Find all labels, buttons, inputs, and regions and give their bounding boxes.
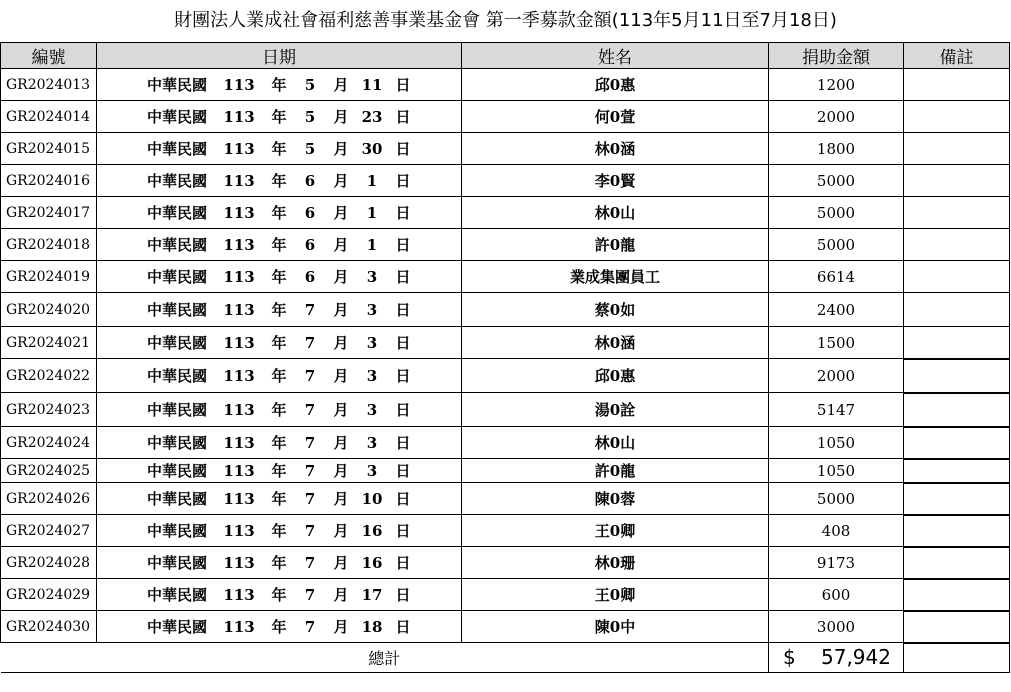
date-month: 7 — [304, 489, 316, 508]
date-month: 7 — [304, 400, 316, 419]
table-row — [1, 547, 1010, 579]
total-row — [1, 643, 1010, 673]
date-day-unit: 日 — [395, 522, 411, 540]
row-date — [97, 327, 462, 359]
date-month-unit: 月 — [333, 334, 349, 352]
row-amount: 2000 — [769, 359, 904, 393]
date-era: 中華民國 — [146, 490, 207, 508]
date-year-unit: 年 — [271, 204, 287, 222]
date-year-unit: 年 — [271, 434, 287, 452]
date-era: 中華民國 — [146, 586, 207, 604]
row-note — [904, 133, 1010, 165]
table-row — [1, 197, 1010, 229]
currency-symbol: $ — [783, 645, 796, 670]
date-month-unit: 月 — [333, 301, 349, 319]
row-name: 林0山 — [462, 427, 769, 459]
date-day-unit: 日 — [395, 434, 411, 452]
table-row — [1, 293, 1010, 327]
row-note — [904, 611, 1010, 643]
date-year-unit: 年 — [271, 268, 287, 286]
date-year: 113 — [223, 461, 255, 480]
table-row — [1, 427, 1010, 459]
total-label: 總計 — [1, 643, 769, 673]
date-day-unit: 日 — [395, 108, 411, 126]
row-name: 李0賢 — [462, 165, 769, 197]
row-date — [97, 133, 462, 165]
row-id: GR2024018 — [1, 229, 97, 261]
row-name: 林0涵 — [462, 133, 769, 165]
date-era: 中華民國 — [146, 554, 207, 572]
table-row — [1, 229, 1010, 261]
row-name: 何0萱 — [462, 101, 769, 133]
date-month: 6 — [304, 203, 316, 222]
date-year: 113 — [223, 521, 255, 540]
table-row — [1, 261, 1010, 293]
date-day-unit: 日 — [395, 554, 411, 572]
date-month: 6 — [304, 171, 316, 190]
date-month-unit: 月 — [333, 204, 349, 222]
date-day: 1 — [366, 171, 378, 190]
date-year: 113 — [223, 489, 255, 508]
table-row — [1, 611, 1010, 643]
date-year: 113 — [223, 75, 255, 94]
row-id: GR2024030 — [1, 611, 97, 643]
row-id: GR2024014 — [1, 101, 97, 133]
date-month-unit: 月 — [333, 108, 349, 126]
date-year-unit: 年 — [271, 554, 287, 572]
date-year-unit: 年 — [271, 172, 287, 190]
date-year-unit: 年 — [271, 618, 287, 636]
row-name: 許0龍 — [462, 459, 769, 483]
date-day: 11 — [361, 75, 383, 94]
row-amount: 2000 — [769, 101, 904, 133]
date-era: 中華民國 — [146, 334, 207, 352]
date-year-unit: 年 — [271, 236, 287, 254]
header-note: 備註 — [904, 43, 1010, 69]
row-note — [904, 165, 1010, 197]
date-month: 7 — [304, 553, 316, 572]
row-id: GR2024020 — [1, 293, 97, 327]
date-month: 5 — [304, 75, 316, 94]
row-note — [904, 359, 1010, 393]
date-month-unit: 月 — [333, 618, 349, 636]
row-note — [904, 197, 1010, 229]
date-era: 中華民國 — [146, 367, 207, 385]
row-name: 陳0蓉 — [462, 483, 769, 515]
row-date — [97, 229, 462, 261]
row-note — [904, 327, 1010, 359]
row-amount: 1800 — [769, 133, 904, 165]
row-name: 林0涵 — [462, 327, 769, 359]
date-day: 1 — [366, 203, 378, 222]
date-year: 113 — [223, 333, 255, 352]
row-date — [97, 101, 462, 133]
row-name: 陳0中 — [462, 611, 769, 643]
date-era: 中華民國 — [146, 204, 207, 222]
row-name: 業成集團員工 — [462, 261, 769, 293]
date-era: 中華民國 — [146, 434, 207, 452]
date-day: 1 — [366, 235, 378, 254]
date-year: 113 — [223, 617, 255, 636]
row-note — [904, 459, 1010, 483]
date-day: 3 — [366, 366, 378, 385]
date-month: 7 — [304, 461, 316, 480]
row-note — [904, 427, 1010, 459]
date-day-unit: 日 — [395, 401, 411, 419]
row-amount: 1500 — [769, 327, 904, 359]
row-id: GR2024028 — [1, 547, 97, 579]
date-day: 17 — [361, 585, 383, 604]
date-day-unit: 日 — [395, 462, 411, 480]
date-year: 113 — [223, 171, 255, 190]
date-year-unit: 年 — [271, 367, 287, 385]
date-era: 中華民國 — [146, 76, 207, 94]
row-amount: 1050 — [769, 427, 904, 459]
table-row — [1, 393, 1010, 427]
date-year-unit: 年 — [271, 108, 287, 126]
date-year: 113 — [223, 585, 255, 604]
date-day-unit: 日 — [395, 490, 411, 508]
row-name: 王0卿 — [462, 579, 769, 611]
date-year: 113 — [223, 300, 255, 319]
row-date — [97, 579, 462, 611]
row-name: 邱0惠 — [462, 69, 769, 101]
row-amount: 1200 — [769, 69, 904, 101]
date-day: 16 — [361, 521, 383, 540]
date-month-unit: 月 — [333, 434, 349, 452]
table-body — [1, 69, 1010, 643]
date-year-unit: 年 — [271, 140, 287, 158]
date-era: 中華民國 — [146, 301, 207, 319]
row-date — [97, 197, 462, 229]
date-day: 3 — [366, 400, 378, 419]
date-month: 7 — [304, 433, 316, 452]
donation-table — [0, 42, 1010, 673]
row-amount: 5147 — [769, 393, 904, 427]
date-day-unit: 日 — [395, 140, 411, 158]
table-row — [1, 327, 1010, 359]
row-id: GR2024025 — [1, 459, 97, 483]
row-amount: 9173 — [769, 547, 904, 579]
date-era: 中華民國 — [146, 140, 207, 158]
date-month-unit: 月 — [333, 236, 349, 254]
date-year: 113 — [223, 203, 255, 222]
date-month: 5 — [304, 107, 316, 126]
date-day-unit: 日 — [395, 301, 411, 319]
row-name: 邱0惠 — [462, 359, 769, 393]
date-day: 3 — [366, 300, 378, 319]
row-date — [97, 359, 462, 393]
date-day: 3 — [366, 433, 378, 452]
date-month-unit: 月 — [333, 367, 349, 385]
date-month-unit: 月 — [333, 76, 349, 94]
row-id: GR2024026 — [1, 483, 97, 515]
header-name: 姓名 — [462, 43, 769, 69]
date-month-unit: 月 — [333, 268, 349, 286]
row-note — [904, 293, 1010, 327]
row-note — [904, 69, 1010, 101]
row-date — [97, 515, 462, 547]
date-day-unit: 日 — [395, 204, 411, 222]
date-month: 5 — [304, 139, 316, 158]
row-note — [904, 579, 1010, 611]
date-day-unit: 日 — [395, 76, 411, 94]
date-month-unit: 月 — [333, 490, 349, 508]
row-id: GR2024015 — [1, 133, 97, 165]
date-era: 中華民國 — [146, 618, 207, 636]
row-note — [904, 515, 1010, 547]
date-era: 中華民國 — [146, 108, 207, 126]
date-day: 23 — [361, 107, 383, 126]
row-date — [97, 459, 462, 483]
date-day: 16 — [361, 553, 383, 572]
row-amount: 2400 — [769, 293, 904, 327]
date-month: 7 — [304, 333, 316, 352]
header-date: 日期 — [97, 43, 462, 69]
date-year: 113 — [223, 433, 255, 452]
date-era: 中華民國 — [146, 172, 207, 190]
row-note — [904, 101, 1010, 133]
row-note — [904, 483, 1010, 515]
page-title: 財團法人業成社會福利慈善事業基金會 第一季募款金額(113年5月11日至7月18日) — [174, 10, 837, 31]
date-day: 3 — [366, 461, 378, 480]
row-amount: 5000 — [769, 483, 904, 515]
date-year-unit: 年 — [271, 586, 287, 604]
row-date — [97, 293, 462, 327]
table-row — [1, 359, 1010, 393]
date-month-unit: 月 — [333, 172, 349, 190]
row-name: 王0卿 — [462, 515, 769, 547]
row-id: GR2024024 — [1, 427, 97, 459]
date-month: 6 — [304, 267, 316, 286]
row-date — [97, 165, 462, 197]
table-row — [1, 165, 1010, 197]
row-id: GR2024017 — [1, 197, 97, 229]
date-month-unit: 月 — [333, 462, 349, 480]
date-month-unit: 月 — [333, 554, 349, 572]
row-name: 林0珊 — [462, 547, 769, 579]
date-day-unit: 日 — [395, 268, 411, 286]
row-date — [97, 483, 462, 515]
row-amount: 1050 — [769, 459, 904, 483]
row-id: GR2024029 — [1, 579, 97, 611]
row-amount: 3000 — [769, 611, 904, 643]
date-day: 18 — [361, 617, 383, 636]
date-year-unit: 年 — [271, 401, 287, 419]
row-amount: 6614 — [769, 261, 904, 293]
table-row — [1, 459, 1010, 483]
date-day: 10 — [361, 489, 383, 508]
table-row — [1, 483, 1010, 515]
row-note — [904, 547, 1010, 579]
date-day-unit: 日 — [395, 172, 411, 190]
date-year-unit: 年 — [271, 490, 287, 508]
table-row — [1, 133, 1010, 165]
row-date — [97, 261, 462, 293]
table-row — [1, 69, 1010, 101]
row-amount: 5000 — [769, 165, 904, 197]
total-amount: 57,942 — [821, 645, 891, 670]
date-day: 3 — [366, 333, 378, 352]
date-year-unit: 年 — [271, 462, 287, 480]
header-row — [1, 43, 1010, 69]
date-year: 113 — [223, 400, 255, 419]
date-day-unit: 日 — [395, 586, 411, 604]
date-era: 中華民國 — [146, 236, 207, 254]
row-id: GR2024019 — [1, 261, 97, 293]
row-date — [97, 393, 462, 427]
date-year-unit: 年 — [271, 76, 287, 94]
date-year-unit: 年 — [271, 522, 287, 540]
date-era: 中華民國 — [146, 268, 207, 286]
date-year-unit: 年 — [271, 334, 287, 352]
row-note — [904, 229, 1010, 261]
row-id: GR2024016 — [1, 165, 97, 197]
row-name: 林0山 — [462, 197, 769, 229]
row-date — [97, 427, 462, 459]
table-row — [1, 579, 1010, 611]
date-year: 113 — [223, 366, 255, 385]
date-year: 113 — [223, 139, 255, 158]
table-row — [1, 515, 1010, 547]
date-month-unit: 月 — [333, 140, 349, 158]
date-era: 中華民國 — [146, 522, 207, 540]
date-day-unit: 日 — [395, 236, 411, 254]
date-month: 7 — [304, 585, 316, 604]
date-day: 3 — [366, 267, 378, 286]
row-name: 許0龍 — [462, 229, 769, 261]
row-id: GR2024013 — [1, 69, 97, 101]
row-id: GR2024022 — [1, 359, 97, 393]
row-amount: 600 — [769, 579, 904, 611]
total-amount-cell — [769, 643, 904, 673]
row-date — [97, 611, 462, 643]
date-day-unit: 日 — [395, 334, 411, 352]
total-note-cell — [904, 643, 1010, 673]
header-id: 編號 — [1, 43, 97, 69]
row-date — [97, 69, 462, 101]
row-amount: 5000 — [769, 229, 904, 261]
date-month: 7 — [304, 521, 316, 540]
date-year: 113 — [223, 267, 255, 286]
date-year: 113 — [223, 235, 255, 254]
row-id: GR2024027 — [1, 515, 97, 547]
row-id: GR2024021 — [1, 327, 97, 359]
header-amount: 捐助金額 — [769, 43, 904, 69]
date-year-unit: 年 — [271, 301, 287, 319]
date-month: 7 — [304, 617, 316, 636]
date-month-unit: 月 — [333, 522, 349, 540]
date-era: 中華民國 — [146, 462, 207, 480]
date-year: 113 — [223, 553, 255, 572]
date-month-unit: 月 — [333, 586, 349, 604]
date-era: 中華民國 — [146, 401, 207, 419]
row-note — [904, 393, 1010, 427]
row-date — [97, 547, 462, 579]
row-name: 湯0詮 — [462, 393, 769, 427]
date-month: 7 — [304, 300, 316, 319]
row-amount: 408 — [769, 515, 904, 547]
date-day-unit: 日 — [395, 618, 411, 636]
date-month: 7 — [304, 366, 316, 385]
row-name: 蔡0如 — [462, 293, 769, 327]
date-month: 6 — [304, 235, 316, 254]
row-id: GR2024023 — [1, 393, 97, 427]
date-day-unit: 日 — [395, 367, 411, 385]
row-amount: 5000 — [769, 197, 904, 229]
date-day: 30 — [361, 139, 383, 158]
row-note — [904, 261, 1010, 293]
table-row — [1, 101, 1010, 133]
date-month-unit: 月 — [333, 401, 349, 419]
date-year: 113 — [223, 107, 255, 126]
